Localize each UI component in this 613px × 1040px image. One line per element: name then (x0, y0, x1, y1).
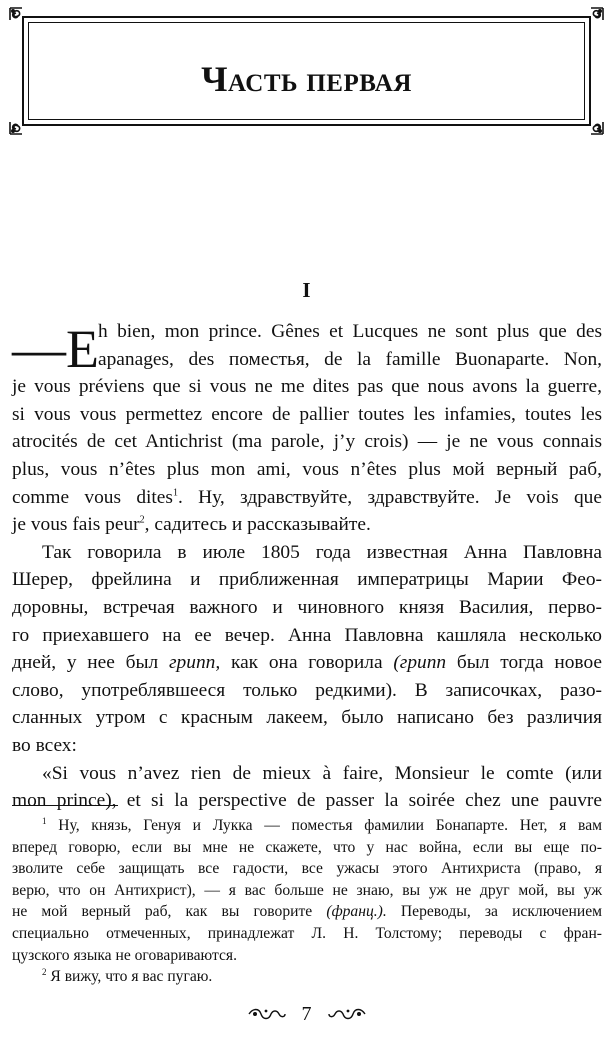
text-line: Шерер, фрейлина и приближенная императрицы Марии Фео- (12, 569, 602, 591)
footnote-line: $^1$ Ну, князь, Генуя и Лукка — поместья фамилии Бонапарте. Нет, я вам (42, 815, 602, 834)
text-line: je vous préviens que si vous ne me dites pas que nous avons la guerre, (12, 376, 602, 398)
text-line: «Si vous n’avez rien de mieux à faire, Monsieur le comte (или (42, 762, 602, 784)
footnote-line: вперед говорю, если вы мне не скажете, что у нас война, если вы еще по- (12, 838, 602, 856)
text-line: Так говорила в июле 1805 года известная Анна Павловна (42, 541, 602, 563)
flourish-corner-icon (577, 6, 605, 34)
text-line: atrocités de cet Antichrist (ma parole, j’y crois) — je ne vous connais (12, 431, 602, 453)
text-line: apanages, des поместья, de la famille Buonaparte. Non, (98, 348, 602, 370)
text-line: h bien, mon prince. Gênes et Lucques ne sont plus que des (98, 321, 602, 342)
footnote-line: $^2$ Я вижу, что я вас пугаю. (42, 966, 213, 986)
dropcap: —E (12, 319, 99, 379)
text-line: во всех: (12, 734, 77, 756)
footnote-line: цузского языка не оговариваются. (12, 946, 237, 964)
flourish-corner-icon (577, 108, 605, 136)
text-line: го приехавшего на ее вечер. Анна Павловна кашляла несколько (12, 624, 602, 646)
footnote-divider (12, 805, 118, 806)
chapter-number: I (302, 278, 311, 302)
title-initial: Ч (201, 59, 228, 99)
text-line: слово, употреблявшееся только редкими). В записочках, разо- (12, 679, 602, 701)
chapter-header-frame (8, 6, 605, 136)
flourish-corner-icon (8, 108, 36, 136)
footnote-line: верю, что он Антихрист), — я вас больше не знаю, вы уж не друг мой, вы уж (12, 881, 602, 899)
footnote-number: 2 (42, 966, 47, 977)
flourish-corner-icon (8, 6, 36, 34)
footnote-ref[interactable]: 1 (172, 487, 178, 499)
text-line: дней, у нее был грипп, как она говорила (грипп был тогда новое (12, 652, 602, 674)
footnote-line: не мой верный раб, как вы говорите (франц.). Переводы, за исключением (12, 903, 603, 921)
title-initial: п (306, 59, 327, 99)
footnote-line: зволите себе защищать все гадости, все ужасы этого Антихриста (право, я (12, 860, 602, 878)
page-number: 7 (301, 1002, 312, 1025)
text-line: доровны, встречая важного и чиновного князя Василия, перво- (12, 596, 602, 618)
dropcap-block (12, 318, 602, 379)
fleuron-ornament-icon (247, 1005, 287, 1023)
body-text (12, 318, 602, 815)
text-line: je vous fais peur$^2$, садитесь и рассказывайте. (12, 514, 371, 536)
footnote-number: 1 (42, 815, 47, 826)
title-word-rest: ервая (326, 59, 412, 99)
fleuron-ornament-icon (327, 1005, 367, 1023)
text-line: сланных утром с красным лакеем, было написано без различия (12, 707, 602, 729)
footnote-line: специально отмеченных, принадлежат Л. Н. Толстому; переводы с фран- (12, 924, 602, 942)
footnotes (12, 815, 602, 988)
text-line: comme vous dites$^1$. Ну, здравствуйте, здравствуйте. Je vois que (12, 486, 602, 508)
footnote-ref[interactable]: 2 (139, 514, 145, 526)
text-line: mon prince), et si la perspective de passer la soirée chez une pauvre (12, 790, 602, 812)
page-number-row (0, 1002, 613, 1026)
part-title (8, 58, 605, 100)
text-line: plus, vous n’êtes plus mon ami, vous n’êtes plus мой верный раб, (12, 458, 602, 480)
title-word-rest: асть (227, 59, 299, 99)
text-line: si vous vous permettez encore de pallier toutes les infamies, toutes les (12, 403, 602, 425)
